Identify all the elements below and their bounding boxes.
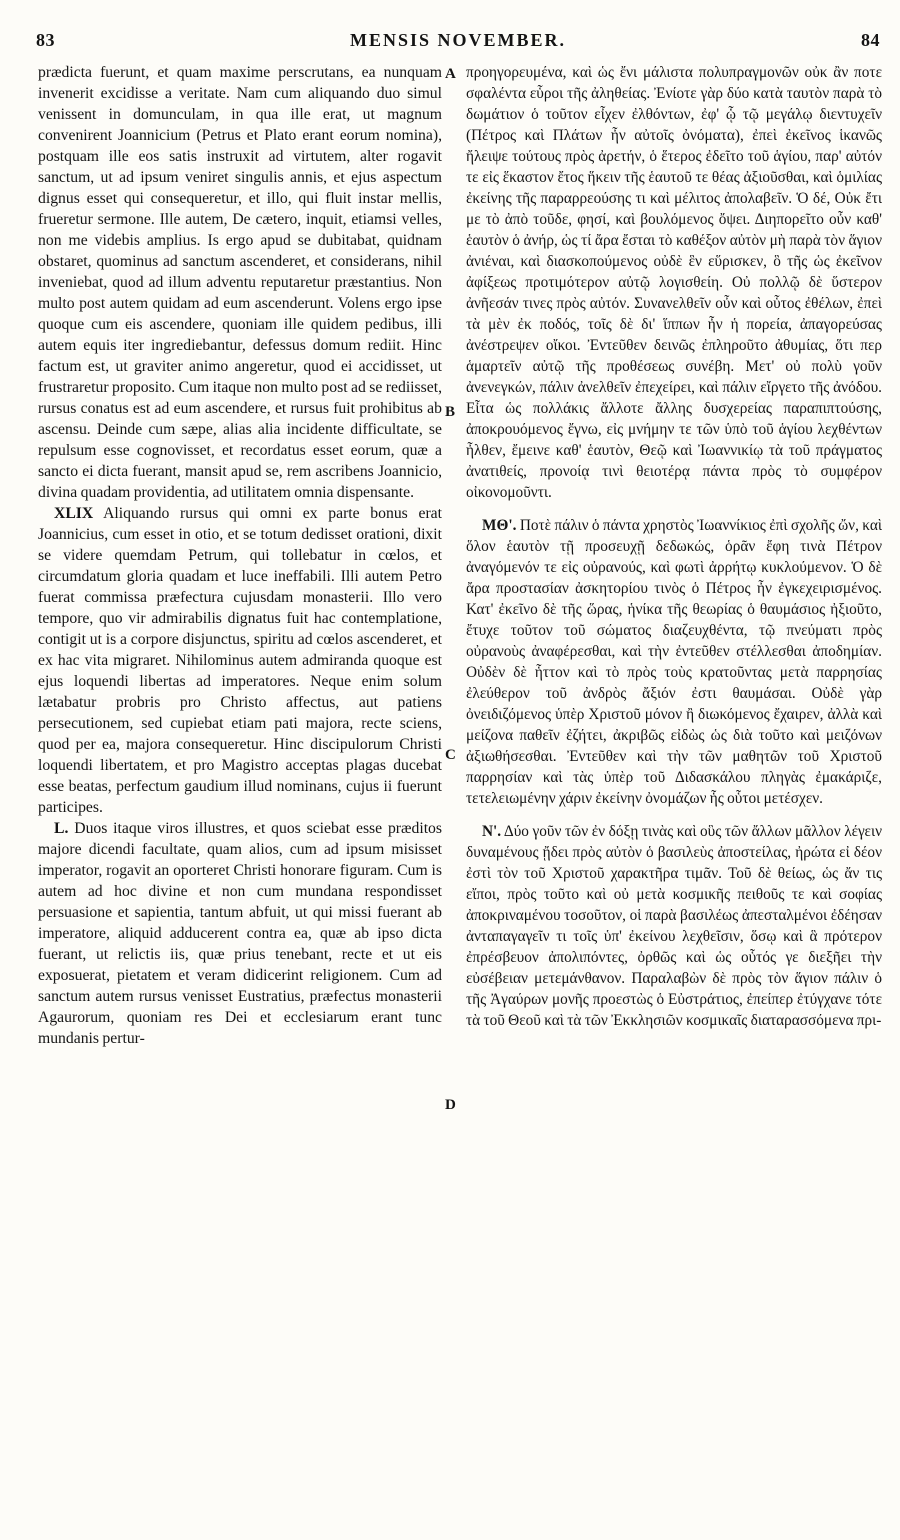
section-number-n: Ν'. (482, 823, 502, 840)
latin-column (38, 62, 442, 1049)
greek-paragraph-1: προηγορευμένα, καὶ ὡς ἔνι μάλιστα πολυπραγμονῶν οὐκ ἂν ποτε σφαλέντα εὗροι τῆς ἀληθείας. Ἐνίοτε γὰρ δύο κατὰ ταυτὸν παρὰ τὸ δωμάτιον ὁ τοῦτον εἶχεν ἐλθόντων, ἐφ' ᾧ τῷ μεγάλῳ διεντυχεῖν (Πέτρος καὶ Πλάτων ἦν αὐτοῖς ὀνόματα), ἐπεὶ ἐκεῖνος ἱκανῶς ἤλειψε τούτους πρὸς ἀρετήν, ὁ ἕτερος ἐδεῖτο τοῦ ἁγίου, παρ' αὐτόν τε εἰς ἕκαστον ἔτος ἥκειν τῆς ἑαυτοῦ τε θέας ἀξιοῦσθαι, καὶ ὁμιλίας ἐκείνης τῆς παραρρεούσης τι καὶ μέλιτος ἀπολαβεῖν. Ὁ δέ, Οὐκ ἔτι με τὸ ἀπὸ τοῦδε, φησί, καὶ βουλόμενος ὄψει. Διηπορεῖτο οὖν καθ' ἑαυτὸν ὁ ἀνήρ, ὡς τί ἄρα ἔσται τὸ καθέξον αὐτὸν μὴ παρὰ τὸν ἅγιον ἀνιέναι, καὶ διασκοπούμενος οὐδὲ ἓν εὕρισκεν, ὃ τῆς ὡς ἐκεῖνον ἀφίξεως προτιμότερον αὐτῷ λογισθείη. Οὐ πολλῷ δὲ ὕστερον ἀνῆεσάν τινες πρὸς αὐτόν. Συνανελθεῖν οὖν καὶ οὗτος ἐθέλων, ἐπεὶ τὰ μὲν ἐκ ποδός, τοῖς δὲ δι' ἵππων ἦν ἡ πορεία, ἀπαγορεύσας ἀνέστρεψεν οἴκοι. Ἐντεῦθεν δεινῶς ἐπληροῦτο ἀθυμίας, ὅτι περ ἁμαρτεῖν αὐτῷ τῆς προθέσεως συνέβη. Μετ' οὐ πολὺ γοῦν ἀνενεγκών, πάλιν ἀνελθεῖν ἐπεχείρει, καὶ πάλιν εἴργετο τῆς ἀνόδου. Εἶτα ὡς πολλάκις ἄλλοτε ἄλλης δυσχερείας παραπιπτούσης, ἀποκρουόμενος ἔγνω, εἰς μνήμην τε τῶν ὑπὸ τοῦ ἁγίου λεχθέντων ἦλθεν, ἔμεινε καθ' ἑαυτὸν, Θεῷ καὶ Ἰωαννικίῳ τὰ τοῦ πράγματος ἀνατιθείς, προνοίᾳ τινὶ θειοτέρᾳ πάντα πρὸς τὸ συμφέρον οἰκονομοῦντι. (466, 64, 882, 501)
running-title: MENSIS NOVEMBER. (349, 30, 567, 50)
margin-marker-d: D (445, 1097, 456, 1113)
latin-paragraph-1: prædicta fuerunt, et quam maxime perscrutans, ea nunquam invenerit excidisse a veritate. Nam cum aliquando duo simul venissent in domunculam, in qua ille erat, ut magnum convenirent Joannicium (Petrus et Plato erant eorum nomina), postquam ille eos satis instruxit ad virtutem, alter rogavit sanctum, ut ad ipsum veniret singulis annis, et ejus aspectum dignus esset qui consequeretur, et illo, qui fluit instar mellis, frueretur sermone. Ille autem, De cætero, inquit, etiamsi velles, non me videbis amplius. Is ergo apud se dubitabat, quidnam obstaret, quominus ad sanctum ascenderet, et considerans, nihil inveniebat, quod ad illum adventu reputaretur præstantius. Non multo post autem quidam ad eum ascenderunt. Volens ergo ipse quoque cum eis ascendere, quoniam ille quidem pedibus, illi autem equis iter ingrediebantur, defessus domum rediit. Hinc factum est, ut graviter animo angeretur, quod ei accidisset, ut frustraretur proposito. Cum itaque non multo post ad se rediisset, rursus conatus est ad eum ascendere, et rursus fuit prohibitus ab ascensu. Deinde cum sæpe, alias alia incidente difficultate, se repulsum esse cognovisset, et recordatus esset eorum, quæ a sancto ei dicta fuerant, mansit apud se, rem ascribens Joannicio, divina quadam providentia, ad utilitatem omnia dispensante. (38, 64, 442, 501)
latin-paragraph-xlix (38, 503, 442, 818)
latin-paragraph-l (38, 818, 442, 1049)
page-number: 83 (36, 30, 55, 50)
latin-text-l: Duos itaque viros illustres, et quos sciebat esse præditos majore dicendi facultate, quam alios, cum ad ipsum misisset imperator, rogavit an oporteret Christi honorare figuram. Cum is autem ad hoc divine et non cum mundana respondisset persuasione et sapientia, tantum abfuit, ut qui missi fuerant ab imperatore, aliquid adducerent contra ea, quæ ab ipso dicta fuerant, ut relictis iis, quæ prius tenebant, recte et ut eis exposuerat, pietatem et veram didicerint religionem. Cum ad sanctum autem rursus venisset Eustratius, præfectus monasterii Agaurorum, quoniam res Dei et ecclesiarum erant tunc mundanis pertur- (38, 820, 442, 1047)
latin-text-xlix: Aliquando rursus qui omni ex parte bonus erat Joannicius, cum esset in otio, et se totum dedisset orationi, dixit se videre quemdam Petrum, qui tollebatur in cœlos, et circumdatum gloria quadam et luce ineffabili. Illi autem Petro fuerat commissa præfectura cujusdam monasterii. Illo vero tempore, quo vir admirabilis dignatus fuit hac contemplatione, contigit ut is a corpore disjunctus, spiritu ad cœlos ascenderet, et ex hac vita migraret. Nihilominus autem admiranda quoque est ejus loquendi libertas ad imperatores. Neque enim solum lætabatur probris pro Christo affectus, aut patiens persecutionem, sed cupiebat etiam pati majora, recte sciens, quod per ea, majora consequeretur. Hinc discipulorum Christi loquendi libertatem, et pro Magistro acceptas plagas ducebat esse beatas, perfectum gaudium illud nominans, cujus ii fuerunt participes. (38, 505, 443, 816)
page-mark: 84 (861, 30, 880, 50)
section-number-xlix: XLIX (54, 505, 94, 522)
greek-paragraph-n (466, 821, 882, 1031)
greek-text-n: Δύο γοῦν τῶν ἐν δόξῃ τινὰς καὶ οὓς τῶν ἄλλων μᾶλλον λέγειν δυναμένους ᾔδει πρὸς αὐτὸν ὁ βασιλεὺς ἀποστείλας, ἠρώτα εἰ δέον ἐστὶ τὸν τοῦ Χριστοῦ χαρακτῆρα τιμᾶν. Τοῦ δὲ θείως, ὡς ἄν τις εἴποι, πρὸς τοῦτο καὶ οὐ μετὰ κοσμικῆς πειθοῦς τε καὶ σοφίας ἀποκριναμένου τοσοῦτον, οἱ παρὰ βασιλέως ἀπεσταλμένοι ἐδέησαν ἀνταπαγαγεῖν τι τοῖς ὑπ' ἐκείνου λεχθεῖσιν, ὅσῳ καὶ ἃ πρότερον ἐπρέσβευον ἀπολιπόντες, ὀρθῶς καὶ ὡς οὗτός γε διεξῆει τὴν εὐσέβειαν μετεμάνθανον. Παραλαβὼν δὲ πρὸς τὸν ἅγιον πάλιν ὁ τῆς Ἀγαύρων μονῆς προεστὼς ὁ Εὐστράτιος, ἐπείπερ ἐτύγχανε τότε τὰ τοῦ Θεοῦ καὶ τὰ τῶν Ἐκκλησιῶν κοσμικαῖς διαταρασσόμενα πρι- (466, 823, 883, 1029)
margin-marker-a: A (445, 66, 456, 82)
section-number-l: L. (54, 820, 69, 837)
greek-text-mth: Ποτὲ πάλιν ὁ πάντα χρηστὸς Ἰωαννίκιος ἐπὶ σχολῆς ὤν, καὶ ὅλον ἑαυτὸν τῇ προσευχῇ δεδωκώς, ὁρᾶν ἔφη τινὰ Πέτρον ἀναγόμενόν τε εἰς οὐρανούς, καὶ φωτὶ ἀρρήτῳ κυκλούμενον. Ὁ δὲ ἄρα προστασίαν ἀσκητορίου τινὸς ὁ Πέτρος ἦν ἐγκεχειρισμένος. Κατ' ἐκεῖνο δὲ τῆς ὥρας, ἡνίκα τῆς θεωρίας ὁ θαυμάσιος ἠξιοῦτο, ἔτυχε τοῦτον τοῦ σώματος διαζευχθέντα, τῷ πνεύματι πρὸς οὐρανοὺς ἀναφέρεσθαι, καὶ τὴν ἐντεῦθεν στέλλεσθαι ἀποδημίαν. Οὐδὲν δὲ ἧττον καὶ τὸ πρὸς τοὺς κρατοῦντας μετὰ παρρησίας ἐλεύθερον τοῦ ἀνδρὸς ἄξιόν ἐστι θαυμάσαι. Οὐδὲ γὰρ ὀνειδιζόμενος ὑπὲρ Χριστοῦ μόνον ἢ διωκόμενος ἔχαιρεν, ἀλλὰ καὶ μείζονα παθεῖν ἐζήτει, ἀκριβῶς εἰδὼς ὡς διὰ τοῦτο καὶ μειζόνων ἀξιωθήσεσθαι. Ἐντεῦθεν καὶ τὴν τῶν μαθητῶν τοῦ Χριστοῦ παρρησίαν καὶ τὰς ὑπὲρ τοῦ Διδασκάλου πληγὰς ἐμακάριζε, τετελειωμένην χάριν ἐκείνην ὀνομάζων ἧς οὗτοι μετέσχεν. (466, 517, 882, 807)
page-header (36, 30, 880, 60)
greek-column (466, 62, 882, 1031)
section-number-mth: ΜΘ'. (482, 517, 517, 534)
greek-paragraph-mth (466, 515, 882, 809)
margin-marker-c: C (445, 747, 456, 763)
margin-marker-b: B (445, 404, 456, 420)
